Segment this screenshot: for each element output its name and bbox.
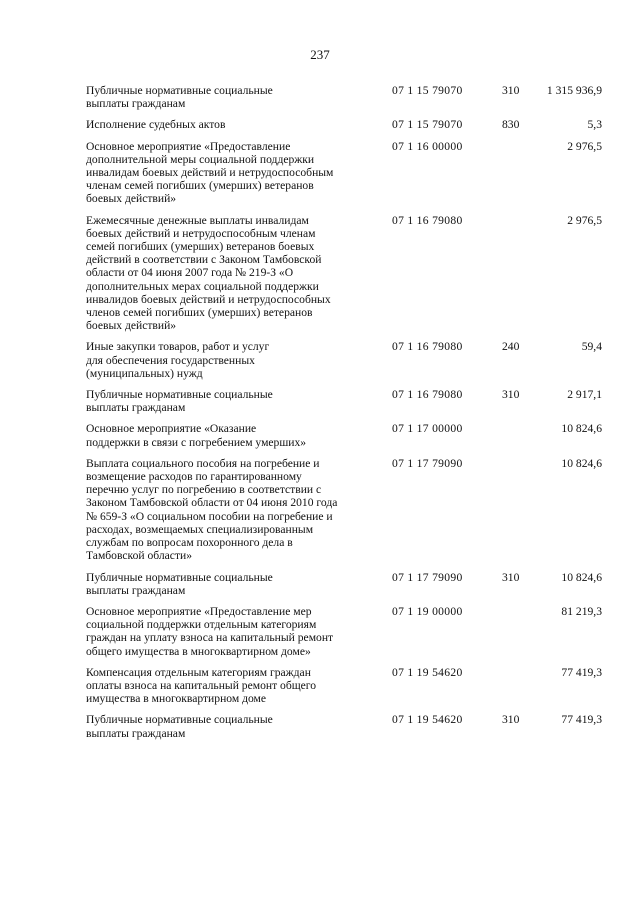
row-code-cell: 07 1 19 54620: [392, 713, 463, 727]
table-row: [86, 666, 602, 714]
row-expense-type-cell: [502, 422, 538, 456]
row-expense-type-cell: 240: [502, 340, 520, 354]
row-name-cell: Иные закупки товаров, работ и услуг для обеспечения государственных (муниципальных) нужд: [86, 340, 270, 380]
row-amount-cell: 1 315 936,9: [546, 84, 602, 97]
row-code-cell: 07 1 16 79080: [392, 340, 463, 354]
table-row: [86, 713, 602, 747]
table-row: [86, 422, 602, 456]
row-expense-type-cell: 310: [502, 84, 520, 97]
row-expense-type-cell: [502, 214, 538, 341]
row-name-cell: Компенсация отдельным категориям граждан оплаты взноса на капитальный ремонт общего имущества в многоквартирном доме: [86, 665, 317, 706]
row-amount-cell: 81 219,3: [561, 604, 602, 618]
row-expense-type-cell: 830: [502, 118, 520, 132]
row-code-cell: 07 1 16 79080: [392, 213, 463, 227]
row-amount-cell: 2 976,5: [567, 139, 602, 153]
row-name-cell: Основное мероприятие «Предоставление дополнительной меры социальной поддержки инвалидам боевых действий и нетрудоспособным членам семей погибших (умерших) ветеранов боевых действий»: [86, 139, 334, 206]
row-code-cell: 07 1 15 79070: [392, 118, 463, 132]
row-expense-type-cell: 310: [502, 570, 520, 584]
row-name-cell: Ежемесячные денежные выплаты инвалидам боевых действий и нетрудоспособным членам семей погибших (умерших) ветеранов боевых действий в соответствии с Законом Тамбовской области от 04 июня 2007 года № 219-З «О дополнительных мерах социальной поддержки инвалидов боевых действий и нетрудоспособных членов семей погибших (умерших) ветеранов боевых действий»: [86, 213, 331, 333]
table-row: [86, 571, 602, 605]
table-row: [86, 388, 602, 422]
row-expense-type-cell: 310: [502, 713, 520, 727]
page-number: 237: [310, 47, 330, 62]
table-row: [86, 457, 602, 571]
budget-table: [86, 84, 602, 748]
row-amount-cell: 10 824,6: [561, 570, 602, 584]
row-name-cell: Основное мероприятие «Оказание поддержки в связи с погребением умерших»: [86, 422, 307, 449]
row-code-cell: 07 1 16 79080: [392, 388, 463, 402]
row-name-cell: Публичные нормативные социальные выплаты гражданам: [86, 713, 273, 740]
row-expense-type-cell: [502, 605, 538, 666]
table-row: [86, 84, 602, 118]
row-name-cell: Выплата социального пособия на погребение и возмещение расходов по гарантированному перечню услуг по погребению в соответствии с Законом Тамбовской области от 04 июня 2010 года № 659-З «О социальном пособии на погребение и расходах, возмещаемых специализированным службам по вопросам похоронного дела в Тамбовской области»: [86, 456, 338, 563]
row-amount-cell: 5,3: [587, 118, 602, 132]
row-name-cell: Публичные нормативные социальные выплаты гражданам: [86, 84, 273, 111]
row-code-cell: 07 1 17 79090: [392, 570, 463, 584]
row-amount-cell: 2 976,5: [567, 213, 602, 227]
row-amount-cell: 10 824,6: [561, 456, 602, 470]
row-amount-cell: 10 824,6: [561, 422, 602, 436]
row-code-cell: 07 1 19 00000: [392, 604, 463, 618]
row-expense-type-cell: [502, 457, 538, 571]
table-row: [86, 140, 602, 214]
row-name-cell: Основное мероприятие «Предоставление мер социальной поддержки отдельным категориям граждан на уплату взноса на капитальный ремонт общего имущества в многоквартирном доме»: [86, 604, 334, 658]
row-amount-cell: 59,4: [581, 340, 602, 354]
row-code-cell: 07 1 17 00000: [392, 422, 463, 436]
row-amount-cell: 2 917,1: [567, 388, 602, 402]
row-name-cell: Исполнение судебных актов: [86, 118, 226, 132]
table-row: [86, 340, 602, 388]
row-name-cell: Публичные нормативные социальные выплаты гражданам: [86, 388, 273, 415]
row-code-cell: 07 1 16 00000: [392, 139, 463, 153]
table-row: [86, 118, 602, 139]
row-amount-cell: 77 419,3: [561, 713, 602, 727]
row-code-cell: 07 1 19 54620: [392, 665, 463, 679]
row-code-cell: 07 1 17 79090: [392, 456, 463, 470]
row-code-cell: 07 1 15 79070: [392, 84, 463, 97]
table-row: [86, 214, 602, 341]
row-expense-type-cell: [502, 666, 538, 714]
row-expense-type-cell: 310: [502, 388, 520, 402]
row-name-cell: Публичные нормативные социальные выплаты гражданам: [86, 570, 273, 597]
row-expense-type-cell: [502, 140, 538, 214]
budget-table-body: [86, 84, 602, 748]
table-row: [86, 605, 602, 666]
row-amount-cell: 77 419,3: [561, 665, 602, 679]
